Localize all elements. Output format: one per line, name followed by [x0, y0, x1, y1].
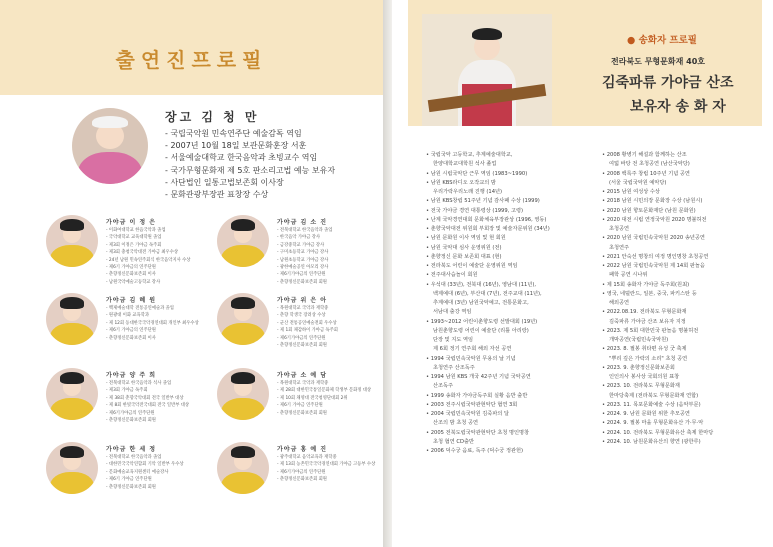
player-career-item: - 문화예술교육지원센터 예술강사 — [106, 469, 184, 476]
player-profile — [217, 368, 383, 436]
career-item: • 2023. 11. 목포문화예술 수상 (음악부문) — [602, 401, 713, 410]
player-career-item: - 전북대학교 한국음악과 졸업 — [277, 227, 332, 234]
career-item: 추계예대 (3년) 남원국악예고, 전통문화고, — [433, 300, 529, 306]
career-item: • 2024. 9. 남원 문화원 위한 추모공연 — [602, 410, 713, 419]
player-career-item: - 춘향 학생국 장려상 수상 — [277, 312, 338, 319]
career-item: • 2006 덕수궁 음료, 독주 (덕수궁 정관헌) — [426, 447, 550, 456]
player-career-list — [106, 305, 199, 342]
career-column-1 — [426, 151, 550, 456]
page-title: 출연진프로필 — [115, 48, 268, 72]
player-career-item: - 춘향정신문화보존회 회원 — [277, 476, 375, 483]
career-item: - 문화관광부장관 표창장 수상 — [165, 189, 335, 201]
player-photo — [217, 293, 269, 345]
player-career-item: - 남원초등학교 가야금 강사 — [277, 257, 332, 264]
director-name: 장고 김 청 만 — [165, 110, 260, 124]
player-profile — [217, 293, 383, 361]
player-career-item: - 제 13회 농촌민국국악경연대회 가야금 고등부 수상 — [277, 461, 375, 468]
career-item: • 남원 시립국악단 근무 역임 (1983~1990) — [426, 170, 550, 179]
player-career-item: - 원광대 이화 교육학과 — [106, 312, 199, 319]
career-column-2 — [602, 151, 713, 447]
player-career-item: - 제3회 이정은 가야금 독주회 — [106, 242, 190, 249]
career-item: • 국립국악 고등학교, 추계예술대학교, — [426, 151, 550, 160]
career-item: 백제예대 (6년), 부산대 (7년), 전주교대 (11년), — [433, 290, 542, 297]
player-career-item: - 제 38회 춘향국악대회 전국 일반부 대상 — [106, 395, 189, 402]
holder-name: 보유자 송 화 자 — [630, 99, 726, 115]
player-career-item: - 남원국악예술고등학교 강사 — [106, 279, 190, 286]
player-career-item: - 전북대학교 한국음악과 석사 졸업 — [106, 380, 189, 387]
career-item: • 2005 전북도립국악관현악단 초청 명인명창 — [426, 429, 550, 438]
player-career-item: - 춘향정신문화보존회 회원 — [106, 484, 184, 491]
career-item: • 남원 KBS창립 51주년 기념 감사패 수상 (1999) — [426, 197, 550, 206]
player-photo — [46, 442, 98, 494]
player-name: 가야금 김 소 진 — [277, 219, 328, 226]
player-name: 가야금 이 정 은 — [106, 219, 157, 226]
career-item: • 남원 문화원 이사 역임 및 현 회원 — [426, 234, 550, 243]
sanjo-title: 김죽파류 가야금 산조 — [602, 75, 734, 91]
player-career-item: - 제3회 충청국악대전 가야금 최우수상 — [106, 249, 190, 256]
career-item: - 2007년 10월 18일 보관문화훈장 서훈 — [165, 140, 335, 152]
career-item: • 2020 남원 국립민속국악원 2020 송년공연 — [602, 234, 713, 243]
career-item: "뿌리 깊은 가락의 소리" 초청 공연 — [609, 355, 688, 362]
player-career-item: - 제6기 가야금의 연주단원 — [106, 327, 199, 334]
career-item: 초청연주 산조독주 — [433, 364, 475, 371]
profile-subtitle: ● 송화자 프로필 — [627, 35, 697, 46]
player-career-item: - 제6기가야금의 연주단원 — [277, 271, 332, 278]
player-career-item: - 백제예술대학 전통공연예술과 졸업 — [106, 305, 199, 312]
left-page — [0, 0, 383, 547]
player-career-item: - 대한민국국악연합회 기악 일반부 우수상 — [106, 461, 184, 468]
career-item: • 2023. 제 5회 대한민국 판놀음 명불허전 — [602, 327, 713, 336]
player-career-item: - 제6기가야금의 연주단원 — [277, 335, 338, 342]
player-profile — [46, 442, 231, 510]
performer-photo — [422, 14, 552, 126]
player-career-item: - 춘향정신문화보존회 회원 — [277, 410, 371, 417]
career-item: - 국립국악원 민속연주단 예술감독 역임 — [165, 128, 335, 140]
player-career-item: - 제6기 가야금의 연주단원 — [106, 264, 190, 271]
player-name: 가야금 소 예 담 — [277, 372, 328, 379]
player-career-item: - 제 28회 대한민국통일문화체 학생부 문화정 대상 — [277, 387, 371, 394]
player-career-list — [277, 454, 375, 484]
player-photo — [46, 293, 98, 345]
career-item: 단장 및 지도 역임 — [433, 337, 474, 343]
heritage-designation: 전라북도 무형문화재 40호 — [611, 57, 705, 66]
player-photo — [217, 442, 269, 494]
career-item: • 2021 안숙선 명창의 여정 명인명창 초청공연 — [602, 253, 713, 262]
player-career-item: - 제6기가야금의 연주단원 — [106, 410, 189, 417]
player-career-item: - 전북대학교 한국음악과 졸업 — [106, 454, 184, 461]
career-item: • 2022 남원 국립민속국악원 제 14회 판놀음 — [602, 262, 713, 271]
player-career-item: - 광한예술공연 아모리 강사 — [277, 264, 332, 271]
career-item: • 영국, 네덜란드, 일본, 중국, 파키스탄 등 — [602, 290, 713, 299]
career-item: • 남원 국악대 심사 운영위원 (전) — [426, 244, 550, 253]
player-career-item: - 제 10회 채영대 전국청영단대회 2위 — [277, 395, 371, 402]
player-career-item: - 춘향정신문화보존회 회원 — [277, 342, 338, 349]
career-item: • 2015 남원 여성상 수상 — [602, 188, 713, 197]
career-item: 초청연주 — [609, 244, 630, 251]
career-item: 인인의사 봉사상 국회의원 표창 — [609, 374, 680, 380]
career-item: 제 6회 정기 연주회 해외 자선 공연 — [433, 346, 512, 353]
career-item: 한마당축제 (전라북도 무형문화재 연합) — [609, 392, 699, 399]
career-item: 여덟 바탕 전 초청공연 (남산국악당) — [609, 161, 690, 168]
career-item: 김죽파류 가야금 산조 보유자 지정 — [609, 318, 686, 325]
career-item: • 전주대사습놀이 회원 — [426, 271, 550, 280]
career-item: • 2024. 10. 전라북도 무형문화유산 축제 한마당 — [602, 429, 713, 438]
career-item: 남원춘향도령 어린이 예술단 (리틀 아리랑) — [433, 327, 529, 334]
director-career-list — [165, 128, 335, 201]
player-career-list — [106, 227, 190, 286]
player-career-item: - 제 8회 한빛국악전국대회 전국 일반부 대상 — [106, 402, 189, 409]
career-item: 해외공연 — [609, 300, 630, 306]
player-career-item: - 제6기 가야금 연주단원 — [277, 402, 371, 409]
career-item: 산조의 밤 초청 공연 — [433, 420, 479, 427]
career-item: (서울 국립국악원 예악당) — [609, 179, 667, 186]
player-name: 가야금 한 세 정 — [106, 446, 157, 453]
player-profile — [46, 293, 231, 361]
career-item: • 2003 전주시립국악관현악단 협연 3회 — [426, 401, 550, 410]
career-item: • 1994 남원 KBS 개국 42주년 기념 국악공연 — [426, 373, 550, 382]
career-item: 서남대 출강 역임 — [433, 309, 472, 316]
page-fold — [383, 0, 392, 547]
career-item: • 1994 국립민속국악원 무용의 날 기념 — [426, 355, 550, 364]
career-item: 개막공연(국립민속국악원) — [609, 337, 669, 343]
player-career-item: - 제 12회 동대한국국악경연대회 개인부 최우수상 — [106, 320, 199, 327]
career-item: • 남원 KBS라디오 오작교의 밤 — [426, 179, 550, 188]
right-page — [392, 0, 773, 547]
player-career-item: - 춘향정신문화보존회 이사 — [106, 335, 199, 342]
player-name: 가야금 위 은 아 — [277, 297, 328, 304]
player-career-list — [106, 454, 184, 491]
career-item: • 2020 대전 시립 연정국악원 2020 명불허전 — [602, 216, 713, 225]
career-item: • 2008 황병기 해설과 함께하는 산조 — [602, 151, 713, 160]
player-career-list — [277, 380, 371, 417]
player-career-item: - 춘향정신문화보존회 이사 — [106, 271, 190, 278]
player-career-item: - 한국음악 가야금 강사 — [277, 234, 332, 241]
career-item: • 2023. 10. 전라북도 무형문화재 — [602, 382, 713, 391]
career-item: 우리가락우리노래 진행 (14년) — [433, 189, 503, 195]
career-item: • 전국 가야금 경연 대통령상 (1999, 고령) — [426, 207, 550, 216]
career-item: 초청 협연 CD출반 — [433, 438, 474, 445]
career-item: 한양대학교대학원 석사 졸업 — [433, 161, 497, 168]
career-item: • 2018 남원 시민의장 문화장 수상 (남원시) — [602, 197, 713, 206]
player-career-item: - 목원대학교 국악과 재학중 — [277, 380, 371, 387]
player-career-list — [277, 305, 338, 349]
player-career-list — [277, 227, 332, 286]
career-item: • 2008 백록주 창립 10주년 기념 공연 — [602, 170, 713, 179]
player-career-item: - 제6기가야금의 연주단원 — [277, 469, 375, 476]
player-profile — [217, 215, 383, 283]
career-item: • 우석대 (33년), 전북대 (16년), 영남대 (11년), — [426, 281, 550, 290]
player-photo — [46, 368, 98, 420]
career-item: • 난계 국악경연대회 문화체육부장관상 (1996, 영동) — [426, 216, 550, 225]
player-career-item: - 국악대학교 교육대학원 졸업 — [106, 234, 190, 241]
career-item: • 전라북도 어린이 예술단 운영위원 역임 — [426, 262, 550, 271]
career-item: • 2024. 9. 필봉 마을 무형문화유산 가·무·악 — [602, 419, 713, 428]
player-career-item: - 이화여대학교 한음국악과 졸업 — [106, 227, 190, 234]
player-photo — [46, 215, 98, 267]
player-name: 가야금 홍 예 진 — [277, 446, 328, 453]
career-item: • 1993~2012 어린이춘향도령 선발대회 (19년) — [426, 318, 550, 327]
career-item: 초청공연 — [609, 226, 630, 232]
player-career-item: - 군산 전통공연예술전회 우수상 — [277, 320, 338, 327]
player-career-item: - 제6기 가야금 연주단원 — [106, 476, 184, 483]
career-item: - 국가무형문화재 제 5호 판소리고법 예능 보유자 — [165, 165, 335, 177]
player-photo — [217, 215, 269, 267]
player-photo — [217, 368, 269, 420]
player-career-item: - 광주대학교 음악교육과 재학중 — [277, 454, 375, 461]
player-name: 가야금 김 혜 원 — [106, 297, 157, 304]
player-career-item: - 제3회 가야금 독주회 — [106, 387, 189, 394]
career-item: 패학 공연 시나위 — [609, 272, 648, 279]
career-item: • 2023. 8. 필봉 취타편 유성 굿 축제 — [602, 345, 713, 354]
career-item: • 춘향정신 문화 보존회 대표 (현) — [426, 253, 550, 262]
player-profile — [46, 215, 231, 283]
career-item: - 사단법인 일통고법보존회 이사장 — [165, 177, 335, 189]
career-item: 산조독주 — [433, 383, 454, 390]
career-item: • 2004 국립민속국악원 김죽파의 달 — [426, 410, 550, 419]
career-item: • 1999 송화자 가야금독주회 실황 음반 출반 — [426, 392, 550, 401]
career-item: • 2022.08.19. 전라북도 무형문화재 — [602, 308, 713, 317]
career-item: • 2024. 10. 남원문화유산의 향연 (광한루) — [602, 438, 713, 447]
player-career-item: - 금강중학교 가야금 강사 — [277, 242, 332, 249]
career-item: • 춘향국악대전 위원회 부회장 및 예술자문위원 (34년) — [426, 225, 550, 234]
player-career-list — [106, 380, 189, 424]
player-career-item: - 24년 남원 민속연주회식 한국음악지사 수상 — [106, 257, 190, 264]
player-profile — [217, 442, 383, 510]
player-career-item: - 춘향정신문화보존회 회원 — [277, 279, 332, 286]
player-name: 가야금 양 주 희 — [106, 372, 157, 379]
player-career-item: - 목원대학교 국악과 재학중 — [277, 305, 338, 312]
career-item: • 제 15회 송화자 가야금 독주회(원최) — [602, 281, 713, 290]
player-career-item: - 제 1회 채감하이 가야금 독주회 — [277, 327, 338, 334]
player-profile — [46, 368, 231, 436]
career-item: • 2023. 9. 춘향정신문화보존회 — [602, 364, 713, 373]
career-item: • 2020 남원 향토문화재단 (남원 문화원) — [602, 207, 713, 216]
player-career-item: - 구미초등학교 가야금 강사 — [277, 249, 332, 256]
player-career-item: - 춘향정신문화보존회 회원 — [106, 417, 189, 424]
director-photo — [72, 108, 148, 184]
career-item: - 서울예술대학교 한국음악과 초빙교수 역임 — [165, 152, 335, 164]
